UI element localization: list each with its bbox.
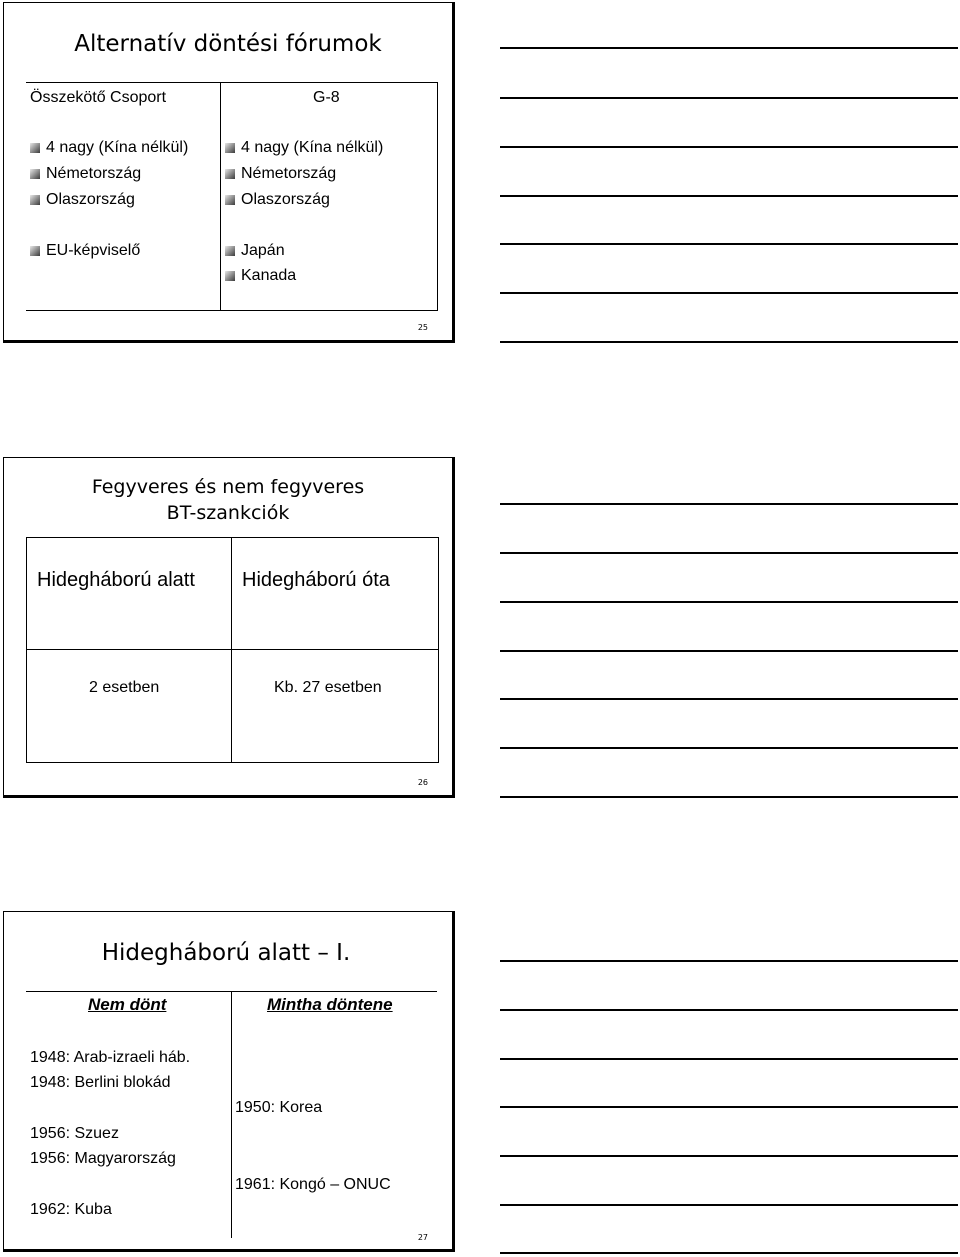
column-header-right: G-8 bbox=[313, 89, 340, 106]
column-header-left: Nem dönt bbox=[88, 995, 167, 1014]
slide-title: Hidegháború alatt – I. bbox=[101, 940, 351, 966]
table-left-value-cell bbox=[26, 649, 232, 763]
slide-title-line2: BT-szankciók bbox=[166, 502, 290, 524]
list-item: Németország bbox=[30, 165, 141, 183]
cell-value-left: 2 esetben bbox=[89, 679, 160, 696]
note-line bbox=[500, 47, 958, 49]
note-line bbox=[500, 796, 958, 798]
page-number: 27 bbox=[417, 1233, 428, 1242]
note-line bbox=[500, 97, 958, 99]
note-line bbox=[500, 1204, 958, 1206]
note-line bbox=[500, 341, 958, 343]
note-line bbox=[500, 1106, 958, 1108]
page-number: 26 bbox=[417, 778, 428, 787]
cell-value-right: Kb. 27 esetben bbox=[274, 679, 382, 696]
list-item: 4 nagy (Kína nélkül) bbox=[225, 139, 383, 157]
list-item: 4 nagy (Kína nélkül) bbox=[30, 139, 188, 157]
bullet-icon bbox=[225, 169, 235, 179]
bullet-icon bbox=[225, 143, 235, 153]
list-item: 1956: Magyarország bbox=[30, 1150, 176, 1167]
list-item: 1950: Korea bbox=[235, 1099, 323, 1116]
column-header-left: Hidegháború alatt bbox=[37, 569, 195, 591]
note-line bbox=[500, 1058, 958, 1060]
list-item: 1948: Arab-izraeli háb. bbox=[30, 1049, 191, 1066]
note-line bbox=[500, 503, 958, 505]
column-header-right: Hidegháború óta bbox=[242, 569, 390, 591]
column-header-right: Mintha döntene bbox=[267, 995, 393, 1014]
bullet-icon bbox=[30, 246, 40, 256]
note-line bbox=[500, 243, 958, 245]
list-item: 1956: Szuez bbox=[30, 1125, 119, 1142]
list-item: 1962: Kuba bbox=[30, 1201, 112, 1218]
table-left-header-cell bbox=[26, 537, 232, 650]
table-right-header-cell bbox=[231, 537, 439, 650]
list-item: 1961: Kongó – ONUC bbox=[235, 1176, 391, 1193]
table-right-value-cell bbox=[231, 649, 439, 763]
note-line bbox=[500, 650, 958, 652]
note-line bbox=[500, 1252, 958, 1254]
list-item: Japán bbox=[225, 242, 285, 260]
page-number: 25 bbox=[417, 323, 428, 332]
list-item: Olaszország bbox=[30, 191, 135, 209]
slide-title: Alternatív döntési fórumok bbox=[74, 31, 382, 57]
note-line bbox=[500, 146, 958, 148]
list-item: Olaszország bbox=[225, 191, 330, 209]
note-line bbox=[500, 292, 958, 294]
note-line bbox=[500, 195, 958, 197]
bullet-icon bbox=[30, 143, 40, 153]
bullet-icon bbox=[225, 246, 235, 256]
note-line bbox=[500, 552, 958, 554]
bullet-icon bbox=[30, 169, 40, 179]
slide-26 bbox=[3, 457, 455, 798]
bullet-icon bbox=[225, 195, 235, 205]
column-header-left: Összekötő Csoport bbox=[30, 89, 167, 106]
note-line bbox=[500, 698, 958, 700]
note-line bbox=[500, 960, 958, 962]
list-item: Kanada bbox=[225, 267, 296, 285]
slide-27 bbox=[3, 911, 455, 1252]
bullet-icon bbox=[30, 195, 40, 205]
list-item: EU-képviselő bbox=[30, 242, 140, 260]
note-line bbox=[500, 601, 958, 603]
slide-title-line1: Fegyveres és nem fegyveres bbox=[91, 476, 365, 498]
note-line bbox=[500, 1155, 958, 1157]
slide-25 bbox=[3, 2, 455, 343]
list-item: 1948: Berlini blokád bbox=[30, 1074, 171, 1091]
bullet-icon bbox=[225, 271, 235, 281]
list-item: Németország bbox=[225, 165, 336, 183]
note-line bbox=[500, 747, 958, 749]
note-line bbox=[500, 1009, 958, 1011]
